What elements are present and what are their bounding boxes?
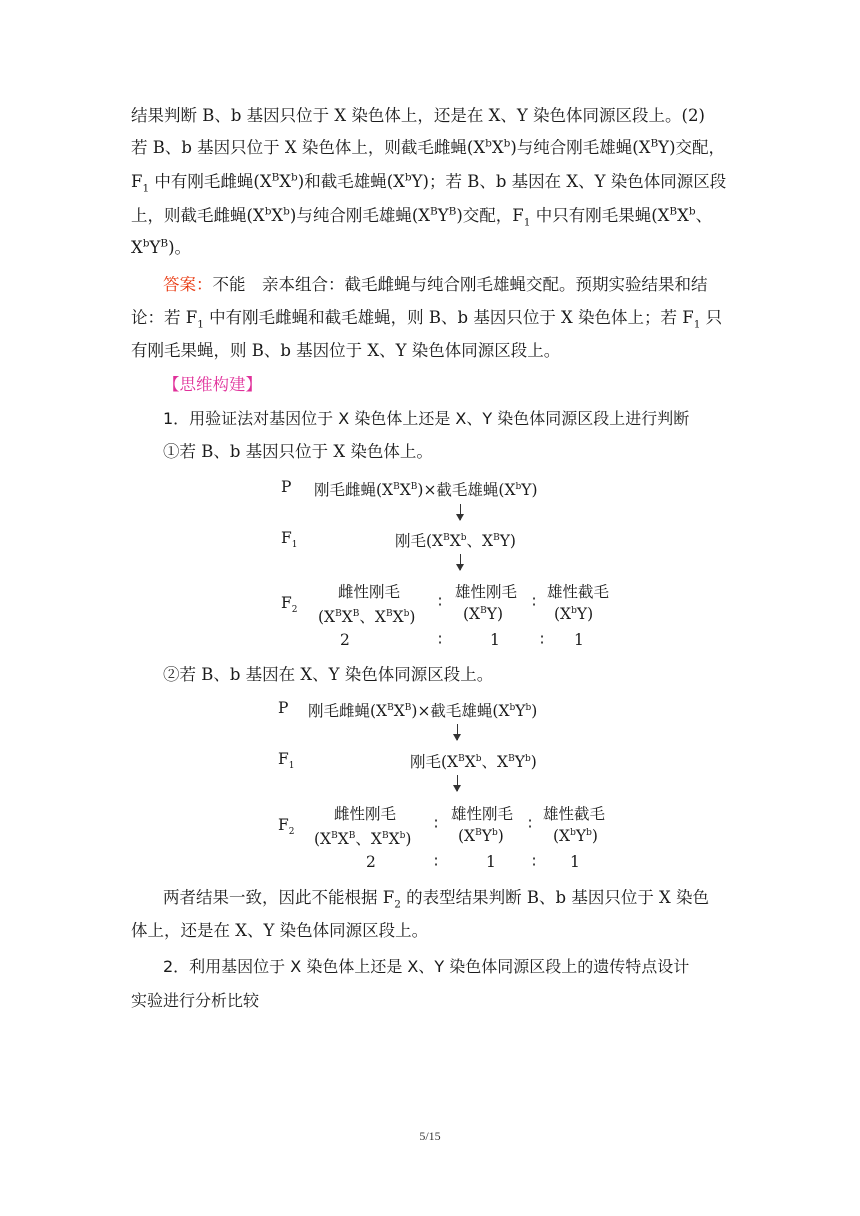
case2-ratio-2: 1 (486, 853, 496, 871)
para1-line1: 结果判断 B、b 基因只位于 X 染色体上，还是在 X、Y 染色体同源区段上。(2) (131, 106, 705, 125)
case1-f1-text: 刚毛($X^BX^b$、$X^BY$) (395, 532, 516, 550)
case2-sep-1: ∶ (434, 815, 439, 833)
case1-f2-c2-genotype: $(X^BY)$ (463, 605, 503, 623)
case2-f2-c3-genotype: $(X^bY^b)$ (553, 827, 598, 845)
case2-ratio-1: 2 (366, 853, 376, 871)
case2-title: ②若 B、b 基因在 X、Y 染色体同源区段上。 (163, 665, 494, 684)
case2-f2-c3: 雄性截毛 (543, 805, 606, 823)
case1-ratio-sep-2: ∶ (540, 631, 545, 649)
case1-title: ①若 B、b 基因只位于 X 染色体上。 (163, 442, 433, 461)
case2-f2-c1-genotype: ($X^BX^B$、$X^BX^b$) (314, 830, 412, 848)
para1-line5: $X^bY^B$)。 (131, 237, 192, 257)
heading-2-line1: 2．利用基因位于 X 染色体上还是 X、Y 染色体同源区段上的遗传特点设计 (163, 957, 690, 976)
case1-p-text: 刚毛雌蝇$(X^BX^B)\times$截毛雄蝇$(X^bY)$ (314, 481, 538, 499)
para1-line4: 上，则截毛雌蝇$(X^bX^b)$与纯合刚毛雄蝇$(X^BY^B)$交配，$F_1$ 中只有刚毛果蝇($X^BX^b$、 (131, 205, 713, 229)
conclusion-line2: 体上，还是在 X、Y 染色体同源区段上。 (131, 921, 429, 940)
case2-ratio-sep-2: ∶ (532, 853, 537, 871)
case1-ratio-3: 1 (574, 631, 584, 649)
case2-f1-text: 刚毛($X^BX^b$、$X^BY^b$) (410, 753, 537, 771)
para1-line2: 若 B、b 基因只位于 X 染色体上，则截毛雌蝇$(X^bX^b)$与纯合刚毛雄蝇$(X^BY)$交配， (131, 137, 726, 157)
answer-line1 (163, 270, 763, 300)
case2-f2-label: $F_2$ (278, 816, 295, 838)
case2-f1-label: $F_1$ (278, 750, 295, 772)
case1-ratio-1: 2 (340, 631, 350, 649)
case1-sep-2: ∶ (532, 593, 537, 611)
heading-2-line2: 实验进行分析比较 (131, 991, 260, 1010)
case2-f2-c2-genotype: $(X^BY^b)$ (458, 827, 504, 845)
case2-f2-c2: 雄性刚毛 (451, 805, 514, 823)
case1-f2-c1: 雌性刚毛 (338, 583, 401, 601)
heading-1: 1．用验证法对基因位于 X 染色体上还是 X、Y 染色体同源区段上进行判断 (163, 409, 690, 428)
page-number: 5/15 (419, 1129, 441, 1143)
case1-p-label: P (281, 478, 292, 496)
case1-ratio-sep-1: ∶ (438, 631, 443, 649)
conclusion-line1: 两者结果一致，因此不能根据 $F_2$ 的表型结果判断 B、b 基因只位于 X 染色 (163, 888, 710, 911)
case1-sep-1: ∶ (438, 593, 443, 611)
case2-ratio-sep-1: ∶ (434, 853, 439, 871)
answer-line2: 论：若 $F_1$ 中有刚毛雌蝇和截毛雄蝇，则 B、b 基因只位于 X 染色体上；若 $F_1$ 只 (131, 308, 723, 331)
case1-f2-c1-genotype: ($X^BX^B$、$X^BX^b$) (318, 608, 416, 626)
case1-f2-c3: 雄性截毛 (547, 583, 610, 601)
case1-f2-c2: 雄性刚毛 (455, 583, 518, 601)
case2-sep-2: ∶ (528, 815, 533, 833)
case2-p-text: 刚毛雌蝇$(X^BX^B)\times$截毛雄蝇$(X^bY^b)$ (308, 702, 538, 720)
case2-arrow-2 (457, 775, 458, 791)
case2-arrow-1 (457, 724, 458, 740)
case1-f2-label: $F_2$ (281, 594, 298, 616)
answer-text-1: 不能 亲本组合：截毛雌蝇与纯合刚毛雄蝇交配。预期实验结果和结 (212, 275, 708, 294)
case1-f1-label: $F_1$ (281, 529, 298, 551)
answer-label: 答案： (163, 275, 213, 294)
case2-f2-c1: 雌性刚毛 (334, 805, 397, 823)
case2-ratio-3: 1 (570, 853, 580, 871)
section-tag: 【思维构建】 (163, 375, 262, 394)
case1-ratio-2: 1 (490, 631, 500, 649)
case1-arrow-2 (460, 554, 461, 570)
case2-p-label: P (278, 699, 289, 717)
case1-f2-c3-genotype: $(X^bY)$ (554, 605, 594, 623)
para1-line3: $F_1$ 中有刚毛雌蝇$(X^BX^b)$和截毛雄蝇$(X^bY)$；若 B、b 基因在 X、Y 染色体同源区段 (131, 171, 727, 195)
answer-line3: 有刚毛果蝇，则 B、b 基因位于 X、Y 染色体同源区段上。 (131, 341, 561, 360)
case1-arrow-1 (460, 504, 461, 520)
